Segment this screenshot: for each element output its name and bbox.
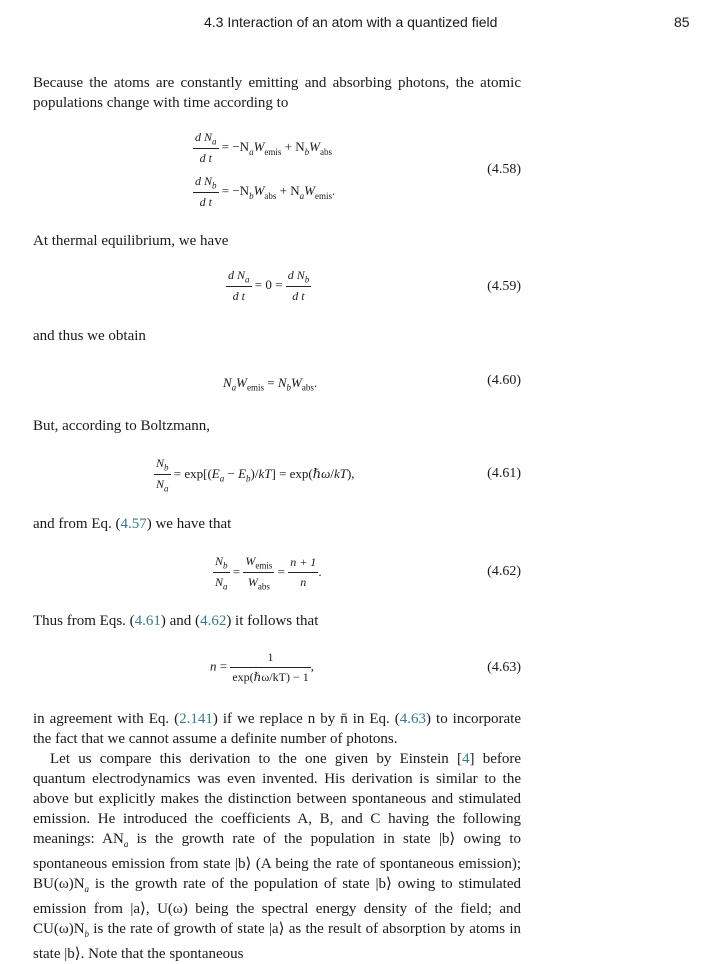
paragraph-intro: Because the atoms are constantly emitting and absorbing photons, the atomic populations change with time according to [33, 75, 521, 111]
paragraph-from-eq: and from Eq. (4.57) we have that [33, 516, 232, 532]
equation-number: (4.60) [487, 373, 521, 388]
equation-4-61: $\frac{N_b}{N_a}$ = $\exp[(E_a - E_b)/kT]$ = exp(ℏω/kT), (4.61) [156, 456, 521, 494]
section-title: 4.3 Interaction of an atom with a quantized field [204, 14, 498, 30]
equation-4-62: $\frac{N_b}{N_a}$ = $\frac{W_{emis}}{W_{abs}}$ = $\frac{n + 1}{n}$ . (4.62) [215, 554, 521, 592]
equation-4-58: $\frac{d N_a}{\text{d t}}$ = $-N_aW_{emis} + N_bW_{abs}$ $\frac{d N_b}{\text{d t}}$ = $-N_bW_{abs} + N_aW_{emis}$. (4.58) [195, 130, 521, 210]
equation-number: (4.62) [487, 564, 521, 579]
equation-number: (4.59) [487, 279, 521, 294]
equation-4-63: n = $\frac{1}{\text{exp(ℏω/kT) − 1}}$ , (4.63) [210, 650, 521, 684]
paragraph-boltzmann: But, according to Boltzmann, [33, 418, 211, 434]
eq-link-4-57[interactable]: 4.57 [120, 516, 147, 532]
eq-link-4-63[interactable]: 4.63 [399, 711, 427, 727]
paragraph-einstein: Let us compare this derivation to the one given by Einstein [4] before quantum electrodynamics was even invented. His derivation is similar to the above but explicitly makes the distinction between spontaneous and stimulated emission. He introduced the coefficients A, B, and C having the following meanings: $AN_a$ is the growth rate of the population in state |b⟩ owing to spontaneous emission from state |b⟩ (A being the rate of spontaneous emission); $BU(\omega)N_a$ is the growth rate of the population of state |b⟩ owing to stimulated emission from |a⟩, U(ω) being the spectral energy density of the field; and $CU(\omega)N_b$ is the rate of growth of state |a⟩ as the result of absorption by atoms in state |b⟩. Note that the spontaneous [33, 751, 522, 962]
paragraph-obtain: and thus we obtain [33, 328, 146, 344]
equation-4-59: $\frac{d N_a}{\text{d t}}$ = 0 = $\frac{d N_b}{\text{d t}}$ (4.59) [228, 268, 521, 304]
equation-number: (4.63) [487, 660, 521, 675]
equation-4-60: $N_aW_{emis} = N_bW_{abs}$. (4.60) [223, 373, 521, 393]
eq-link-4-61[interactable]: 4.61 [134, 613, 161, 629]
paragraph-thermal: At thermal equilibrium, we have [33, 233, 229, 249]
equation-number: (4.61) [487, 466, 521, 481]
eq-link-2-141[interactable]: 2.141 [179, 711, 213, 727]
running-header [0, 14, 712, 34]
equation-number: (4.58) [487, 162, 521, 177]
paragraph-thus: Thus from Eqs. (4.61) and (4.62) it follows that [33, 613, 319, 629]
paragraph-agreement: in agreement with Eq. (2.141) if we replace n by n̄ in Eq. (4.63) to incorporate the fact that we cannot assume a definite number of photons. [33, 711, 521, 747]
page-number: 85 [674, 14, 690, 30]
eq-link-4-62[interactable]: 4.62 [200, 613, 227, 629]
citation-link-4[interactable]: 4 [461, 751, 470, 767]
